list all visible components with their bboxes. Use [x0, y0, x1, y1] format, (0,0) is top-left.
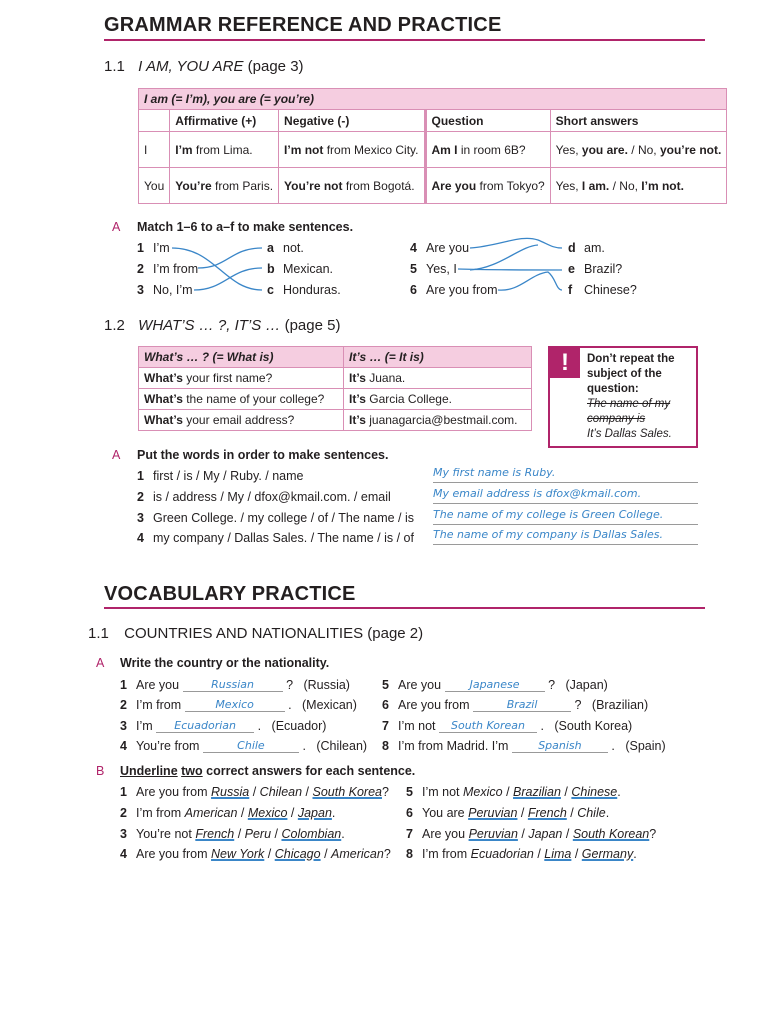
option-letter: f [568, 283, 573, 297]
fill-item [120, 718, 326, 733]
col-affirmative: Affirmative (+) [170, 110, 279, 132]
hint: (Brazilian) [591, 698, 649, 712]
item-number: 6 [410, 283, 417, 297]
answer-field[interactable]: The name of my college is Green College. [433, 508, 698, 525]
section-1-2-title [104, 317, 340, 334]
punctuation: ? [649, 827, 657, 841]
note-line: Don’t repeat the [587, 353, 675, 365]
vocab-section-title [88, 625, 423, 642]
answer-cell [344, 389, 532, 410]
punctuation: . [540, 719, 544, 733]
bold-text: I’m [175, 142, 193, 157]
exclamation-icon: ! [550, 348, 580, 378]
answer-field[interactable]: Mexico [185, 697, 285, 712]
item-text: Green College. / my college / of / The name / is [153, 511, 415, 525]
bold-text: you are. [581, 142, 628, 157]
exercise-instruction: Put the words in order to make sentences. [137, 448, 389, 462]
cell-text: from Paris. [211, 178, 274, 193]
answer-field[interactable]: My first name is Ruby. [433, 466, 698, 483]
fill-item [382, 718, 632, 733]
bold-text: What’s [144, 371, 183, 385]
row-subject: I [139, 132, 170, 168]
fill-item [120, 738, 367, 753]
punctuation: . [633, 847, 637, 861]
bold-text: Am I [431, 142, 458, 157]
punctuation: . [288, 698, 292, 712]
list-item: 1 Are you from Russia / Chilean / South Korea? [120, 785, 389, 799]
answer-field[interactable]: Russian [183, 677, 283, 692]
item-number: 3 [120, 719, 127, 733]
cell-text: Yes, [555, 142, 582, 157]
item-number: 8 [382, 739, 389, 753]
match-line [470, 238, 562, 248]
cell-text: the name of your college? [182, 392, 325, 406]
answer-field[interactable]: Ecuadorian [156, 718, 254, 733]
bold-text: It’s [349, 371, 366, 385]
option-underlined[interactable]: South Korean [572, 827, 650, 841]
item-number: 3 [120, 827, 127, 841]
item-number: 1 [120, 678, 127, 692]
item-text: my company / Dallas Sales. / The name / is / of [153, 531, 414, 545]
table-header-its: It’s … (= It is) [344, 347, 532, 368]
item-text: I’m from Madrid. I’m [398, 739, 509, 753]
col-negative: Negative (-) [279, 110, 425, 132]
item-number: 5 [406, 785, 413, 799]
cell-text: your email address? [182, 413, 295, 427]
punctuation: ? [381, 785, 389, 799]
vocabulary-heading: VOCABULARY PRACTICE [104, 583, 356, 605]
col-short-answers: Short answers [550, 110, 727, 132]
item-text: You’re from [136, 739, 200, 753]
option-letter: d [568, 241, 576, 255]
exercise-instruction: Write the country or the nationality. [120, 656, 330, 670]
table-row [139, 368, 532, 389]
item-text: Are you [398, 678, 442, 692]
answer-field[interactable]: Brazil [473, 697, 571, 712]
item-number: 3 [137, 283, 144, 297]
note-line-strikethrough: The name of my [587, 398, 671, 410]
item-number: 1 [137, 469, 144, 483]
note-line: It’s Dallas Sales. [587, 428, 672, 440]
option-letter: e [568, 262, 575, 276]
item-number: 7 [382, 719, 389, 733]
bold-text: It’s [349, 413, 366, 427]
instruction-underlined: two [181, 764, 203, 778]
item-text: Are you from [426, 283, 498, 297]
item-text: Are you [422, 827, 469, 841]
section-number: 1.1 [88, 625, 109, 642]
punctuation: . [617, 785, 621, 799]
answer-cell [344, 410, 532, 431]
cell-text: / No, [627, 142, 660, 157]
bold-text: You’re [175, 178, 212, 193]
section-number: 1.1 [104, 58, 125, 75]
match-line [198, 248, 262, 268]
hint: (Russia) [303, 678, 350, 692]
bold-text: Are you [431, 178, 477, 193]
note-line: question: [587, 383, 639, 395]
item-text: I’m [136, 719, 153, 733]
exercise-instruction [120, 764, 415, 778]
option-underlined[interactable]: French [195, 827, 235, 841]
cell-text: from Tokyo? [476, 178, 545, 193]
fill-item [382, 677, 608, 692]
note-line-strikethrough: company is [587, 413, 646, 425]
fill-item [382, 738, 666, 753]
option[interactable]: American [331, 847, 384, 861]
item-text: Are you [136, 678, 180, 692]
item-text: You are [422, 806, 469, 820]
item-text: first / is / My / Ruby. / name [153, 469, 304, 483]
option-text: Brazil? [584, 262, 623, 276]
exercise-letter: A [112, 220, 121, 234]
note-text [587, 352, 675, 442]
list-item: 6 You are Peruvian / French / Chile. [406, 806, 610, 820]
exercise-instruction: Match 1–6 to a–f to make sentences. [137, 220, 354, 234]
section-number: 1.2 [104, 317, 125, 334]
item-number: 5 [410, 262, 417, 276]
option-letter: b [267, 262, 275, 276]
option-letter: c [267, 283, 274, 297]
item-number: 4 [120, 847, 127, 861]
hint: (Japan) [565, 678, 608, 692]
bold-text: I’m not [284, 142, 324, 157]
item-text: I’m from [136, 698, 182, 712]
matching-lines [0, 0, 768, 320]
punctuation: . [611, 739, 615, 753]
list-item: 8 I’m from Ecuadorian / Lima / Germany. [406, 847, 637, 861]
row-subject: You [139, 168, 170, 204]
item-number: 1 [137, 241, 144, 255]
instruction-text: correct answers for each sentence. [206, 764, 416, 778]
cell-text: from Bogotá. [342, 178, 415, 193]
option-underlined[interactable]: Chicago [274, 847, 321, 861]
list-item: 7 Are you Peruvian / Japan / South Korean? [406, 827, 657, 841]
option-letter: a [267, 241, 274, 255]
punctuation: . [302, 739, 306, 753]
hint: (Spain) [625, 739, 666, 753]
option[interactable]: Chilean [259, 785, 303, 799]
match-line [498, 272, 562, 290]
item-number: 4 [410, 241, 417, 255]
option-text: not. [283, 241, 304, 255]
option-underlined[interactable]: Mexico [247, 806, 288, 820]
table-row [139, 389, 532, 410]
list-item: 4 Are you from New York / Chicago / American? [120, 847, 391, 861]
item-text: You’re not [136, 827, 196, 841]
item-text: No, I’m [153, 283, 193, 297]
item-text: I’m from [422, 847, 471, 861]
item-number: 3 [137, 511, 144, 525]
option[interactable]: Chile [577, 806, 606, 820]
fill-item [120, 697, 357, 712]
hint: (Mexican) [302, 698, 357, 712]
item-number: 4 [137, 531, 144, 545]
match-line [458, 245, 562, 270]
option-underlined[interactable]: South Korea [312, 785, 382, 799]
cell-text: juanagarcia@bestmail.com. [365, 413, 518, 427]
option-underlined[interactable]: Chinese [571, 785, 618, 799]
item-number: 5 [382, 678, 389, 692]
cell-text: from Lima. [192, 142, 253, 157]
section-page-ref: (page 3) [247, 58, 304, 75]
answer-field[interactable]: Japanese [445, 677, 545, 692]
item-text: Yes, I [426, 262, 457, 276]
option-text: am. [584, 241, 605, 255]
list-item: 2 I’m from American / Mexico / Japan. [120, 806, 336, 820]
whats-its-table [138, 346, 532, 431]
item-number: 6 [406, 806, 413, 820]
table-header-whats: What’s … ? (= What is) [139, 347, 344, 368]
option[interactable]: Japan [528, 827, 563, 841]
hint: (Ecuador) [271, 719, 327, 733]
bold-text: You’re not [284, 178, 343, 193]
match-line [194, 268, 262, 290]
list-item: 5 I’m not Mexico / Brazilian / Chinese. [406, 785, 621, 799]
item-text: Are you from [398, 698, 470, 712]
option-underlined[interactable]: Brazilian [513, 785, 561, 799]
bold-text: I am. [581, 178, 610, 193]
list-item [137, 511, 414, 525]
list-item [137, 490, 391, 504]
instruction-underlined: Underline [120, 764, 178, 778]
hint: (South Korea) [554, 719, 633, 733]
item-text: Are you from [136, 785, 212, 799]
table-header: I am (= I’m), you are (= you’re) [139, 89, 727, 110]
question-cell [139, 368, 344, 389]
option[interactable]: Ecuadorian [470, 847, 534, 861]
cell-text: Garcia College. [365, 392, 452, 406]
note-box [548, 346, 698, 448]
bold-text: What’s [144, 392, 183, 406]
answer-field[interactable]: The name of my company is Dallas Sales. [433, 528, 698, 545]
item-number: 2 [137, 262, 144, 276]
punctuation: ? [548, 678, 556, 692]
option[interactable]: American [184, 806, 238, 820]
option[interactable]: Mexico [463, 785, 503, 799]
item-text: I’m from [153, 262, 199, 276]
answer-field[interactable]: South Korean [439, 718, 537, 733]
item-number: 2 [120, 698, 127, 712]
cell-text: / No, [609, 178, 642, 193]
section-title: I AM, YOU ARE [138, 58, 244, 75]
cell-text: your first name? [182, 371, 273, 385]
exercise-letter: A [96, 656, 105, 670]
exercise-letter: B [96, 764, 105, 778]
option-underlined[interactable]: Peruvian [468, 827, 518, 841]
item-number: 4 [120, 739, 127, 753]
item-number: 1 [120, 785, 127, 799]
item-text: Are you [426, 241, 470, 255]
option-underlined[interactable]: Germany [581, 847, 634, 861]
option-underlined[interactable]: Russia [211, 785, 250, 799]
fill-item [382, 697, 648, 712]
option-text: Mexican. [283, 262, 334, 276]
section-page-ref: (page 5) [284, 317, 341, 334]
answer-field[interactable]: Spanish [512, 738, 608, 753]
fill-item [120, 677, 350, 692]
option[interactable]: Peru [244, 827, 272, 841]
option-underlined[interactable]: Peruvian [468, 806, 518, 820]
item-text: I’m not [422, 785, 463, 799]
item-number: 8 [406, 847, 413, 861]
option-text: Honduras. [283, 283, 341, 297]
item-text: I’m not [398, 719, 436, 733]
item-text: I’m [153, 241, 170, 255]
punctuation: ? [574, 698, 582, 712]
item-number: 7 [406, 827, 413, 841]
punctuation: . [257, 719, 262, 733]
answer-cell [344, 368, 532, 389]
item-text: is / address / My / dfox@kmail.com. / email [153, 490, 391, 504]
bold-text: It’s [349, 392, 366, 406]
list-item: 3 You’re not French / Peru / Colombian. [120, 827, 345, 841]
cell-text: from Mexico City. [323, 142, 419, 157]
punctuation: ? [286, 678, 294, 692]
question-cell [139, 410, 344, 431]
item-text: I’m from [136, 806, 185, 820]
grammar-heading: GRAMMAR REFERENCE AND PRACTICE [104, 14, 502, 36]
list-item [137, 469, 304, 483]
item-text: Are you from [136, 847, 212, 861]
exercise-letter: A [112, 448, 121, 462]
cell-text: Yes, [555, 178, 582, 193]
cell-text: in room 6B? [457, 142, 526, 157]
option-underlined[interactable]: New York [211, 847, 265, 861]
punctuation: . [331, 806, 336, 820]
cell-text: Juana. [365, 371, 406, 385]
vocabulary-heading-rule [104, 607, 705, 609]
option-underlined[interactable]: Lima [544, 847, 572, 861]
bold-text: you’re not. [659, 142, 722, 157]
punctuation: . [341, 827, 345, 841]
question-cell [139, 389, 344, 410]
item-number: 6 [382, 698, 389, 712]
bold-text: I’m not. [641, 178, 684, 193]
option-underlined[interactable]: French [527, 806, 567, 820]
option-underlined[interactable]: Japan [297, 806, 332, 820]
option-text: Chinese? [584, 283, 637, 297]
hint: (Chilean) [316, 739, 368, 753]
section-title: COUNTRIES AND NATIONALITIES (page 2) [124, 625, 424, 642]
item-number: 2 [137, 490, 144, 504]
table-row [139, 410, 532, 431]
note-line: subject of the [587, 368, 662, 380]
col-question: Question [425, 110, 550, 132]
answer-field[interactable]: Chile [203, 738, 299, 753]
list-item [137, 531, 414, 545]
punctuation: ? [383, 847, 391, 861]
answer-field[interactable]: My email address is dfox@kmail.com. [433, 487, 698, 504]
punctuation: . [605, 806, 610, 820]
option-underlined[interactable]: Colombian [281, 827, 342, 841]
item-number: 2 [120, 806, 127, 820]
section-title: WHAT’S … ?, IT’S … [138, 317, 281, 334]
bold-text: What’s [144, 413, 183, 427]
